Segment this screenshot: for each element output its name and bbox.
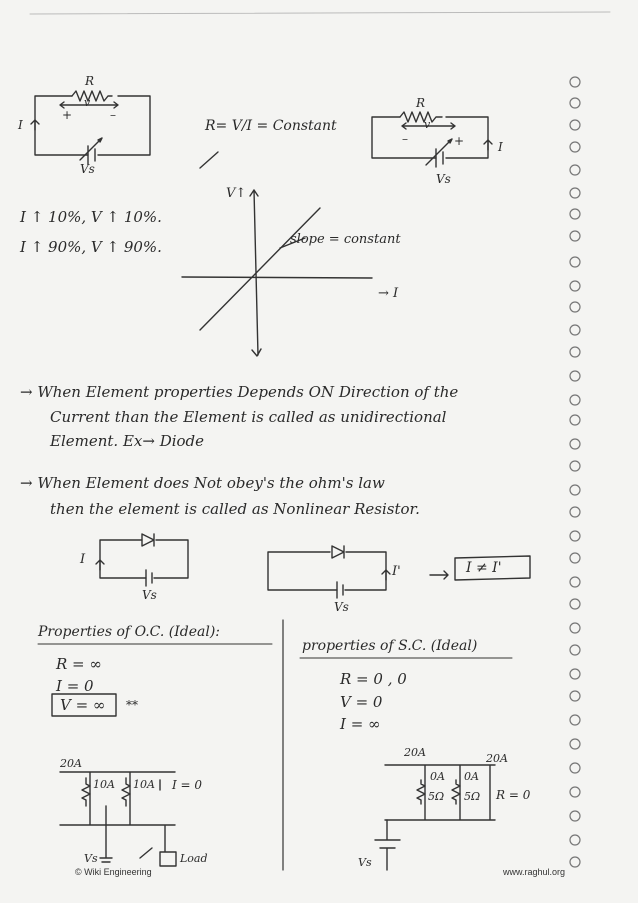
circuit-1 [31,91,150,164]
oc-section-title: Properties of O.C. (Ideal): [38,624,221,640]
sc-branch1-current: 0A [430,770,445,783]
note-nonlinear-line-1: → When Element does Not obey's the ohm's law [20,474,385,492]
oc-total-current: 20A [60,757,82,770]
note-unidirectional-line-2: Current than the Element is called as unidirectional [50,408,447,426]
diode-left-source-label: Vs [142,588,157,602]
binder-holes [570,77,580,867]
note-unidirectional-line-1: → When Element properties Depends ON Direction of the [20,383,459,401]
sc-resistor1-label: 5Ω [428,790,445,803]
graph-x-label: → I [378,286,399,301]
note-unidirectional-line-3: Element. Ex→ Diode [50,432,205,450]
oc-branch1-current: 10A [93,778,115,791]
sc-current: I = ∞ [340,715,381,733]
graph-slope-label: slope = constant [290,232,401,247]
circuit2-plus: + [454,134,465,148]
oc-source-label: Vs [84,852,98,865]
circuit2-voltage-label: v [424,118,431,131]
diode-right-source-label: Vs [334,600,349,614]
circuit2-minus: – [402,132,408,146]
circuit1-minus: – [110,108,116,122]
note-nonlinear-line-2: then the element is called as Nonlinear Resistor. [50,500,420,518]
circuit2-source-label: Vs [436,172,451,186]
note-ten-percent: I ↑ 10%, V ↑ 10%. [20,208,162,226]
sc-total-current: 20A [404,746,426,759]
oc-load-label: Load [180,852,208,865]
diode-left-current-label: I [80,552,86,567]
circuit2-resistor-label: R [416,96,426,110]
sc-source-label: Vs [358,856,372,869]
diode-right-current-label: I' [392,564,401,579]
oc-circuit [60,772,176,866]
sc-section-title: properties of S.C. (Ideal) [302,638,478,654]
sc-voltage: V = 0 [340,693,383,711]
circuit1-voltage-label: v [84,96,91,109]
oc-voltage-boxed: V = ∞ [60,696,106,714]
oc-stars: ** [126,698,138,712]
circuit1-plus: + [62,108,73,122]
circuit1-resistor-label: R [85,74,95,88]
current-inequality-result: I ≠ I' [466,560,502,576]
circuit-2 [372,112,492,167]
oc-current: I = 0 [56,677,94,695]
sc-branch2-current: 0A [464,770,479,783]
sc-resistance: R = 0 , 0 [340,670,407,688]
sc-out-current: 20A [486,752,508,765]
oc-branch2-current: 10A [133,778,155,791]
oc-open-current: I = 0 [172,778,203,792]
graph-y-label: V↑ [226,186,247,201]
note-ninety-percent: I ↑ 90%, V ↑ 90%. [20,238,162,256]
ohm-law-formula: R= V/I = Constant [205,118,337,134]
circuit1-current-label: I [18,118,23,132]
diode-circuit-left [96,534,188,586]
footer-website: www.raghul.org [503,867,566,877]
footer-copyright: © Wiki Engineering [75,867,152,877]
sc-short-resistance: R = 0 [496,788,531,802]
vi-graph [182,190,372,356]
circuit1-source-label: Vs [80,162,95,176]
circuit2-current-label: I [498,140,503,154]
oc-resistance: R = ∞ [56,655,102,673]
sc-resistor2-label: 5Ω [464,790,481,803]
